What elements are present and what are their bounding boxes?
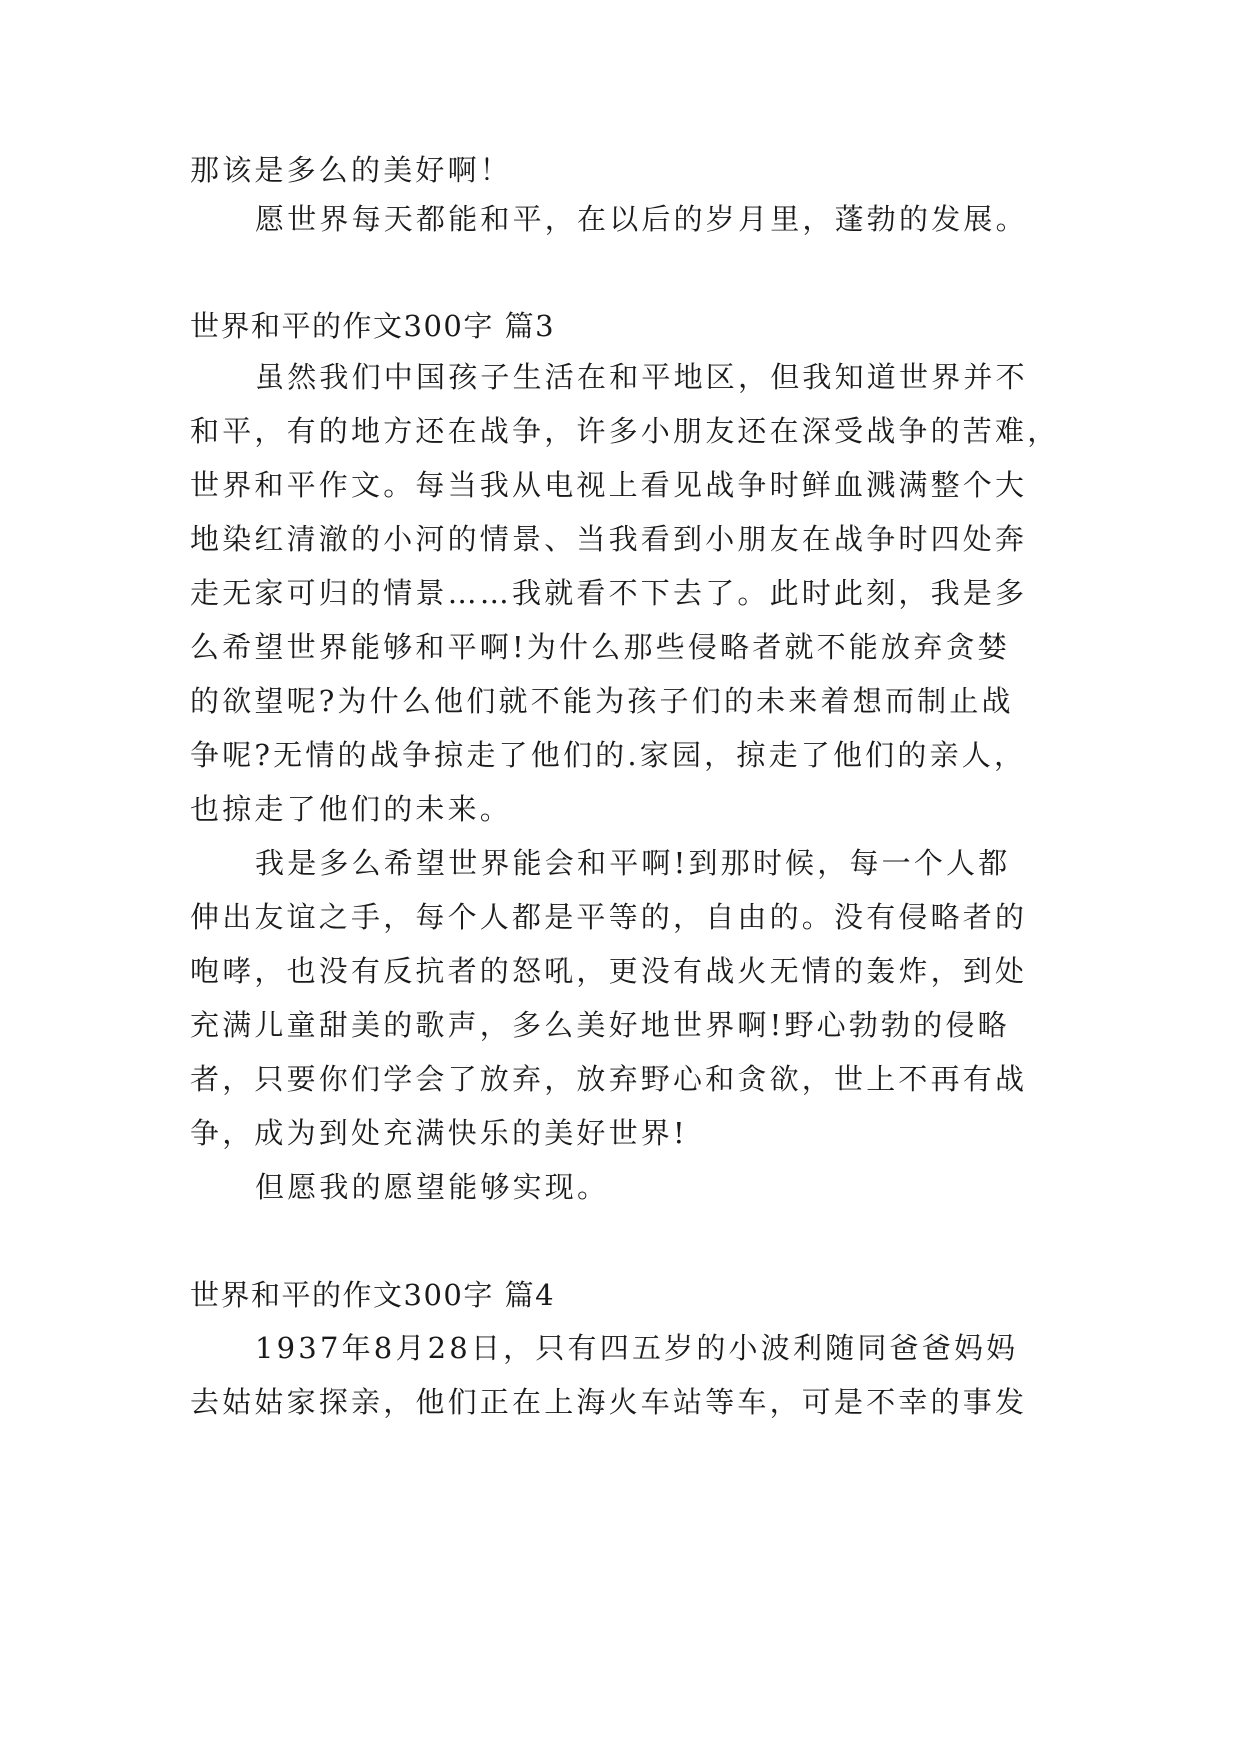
paragraph-line: 地染红清澈的小河的情景、当我看到小朋友在战争时四处奔 [190, 522, 1028, 556]
paragraph-line: 么希望世界能够和平啊!为什么那些侵略者就不能放弃贪婪 [190, 630, 1010, 664]
paragraph-line: 但愿我的愿望能够实现。 [255, 1170, 610, 1204]
section-heading: 世界和平的作文300字 篇4 [190, 1278, 556, 1312]
paragraph-line: 争，成为到处充满快乐的美好世界! [190, 1116, 688, 1150]
paragraph-line: 1937年8月28日，只有四五岁的小波利随同爸爸妈妈 [255, 1331, 1019, 1365]
section-heading: 世界和平的作文300字 篇3 [190, 309, 556, 343]
paragraph-line: 充满儿童甜美的歌声，多么美好地世界啊!野心勃勃的侵略 [190, 1008, 1010, 1042]
paragraph-line: 去姑姑家探亲，他们正在上海火车站等车，可是不幸的事发 [190, 1385, 1028, 1419]
paragraph-line: 咆哮，也没有反抗者的怒吼，更没有战火无情的轰炸，到处 [190, 954, 1028, 988]
paragraph-line: 世界和平作文。每当我从电视上看见战争时鲜血溅满整个大 [190, 468, 1028, 502]
intro-line: 那该是多么的美好啊！ [190, 153, 513, 187]
paragraph-line: 争呢?无情的战争掠走了他们的.家园，掠走了他们的亲人， [190, 738, 1027, 772]
paragraph-line: 我是多么希望世界能会和平啊!到那时候，每一个人都 [255, 846, 1011, 880]
paragraph-line: 和平，有的地方还在战争，许多小朋友还在深受战争的苦难， [190, 414, 1060, 448]
paragraph-line: 走无家可归的情景……我就看不下去了。此时此刻，我是多 [190, 576, 1028, 610]
paragraph-line: 者，只要你们学会了放弃，放弃野心和贪欲，世上不再有战 [190, 1062, 1028, 1096]
paragraph-line: 伸出友谊之手，每个人都是平等的，自由的。没有侵略者的 [190, 900, 1028, 934]
intro-paragraph: 愿世界每天都能和平，在以后的岁月里，蓬勃的发展。 [255, 202, 1028, 236]
paragraph-line: 虽然我们中国孩子生活在和平地区，但我知道世界并不 [255, 360, 1028, 394]
paragraph-line: 的欲望呢?为什么他们就不能为孩子们的未来着想而制止战 [190, 684, 1014, 718]
paragraph-line: 也掠走了他们的未来。 [190, 792, 513, 826]
